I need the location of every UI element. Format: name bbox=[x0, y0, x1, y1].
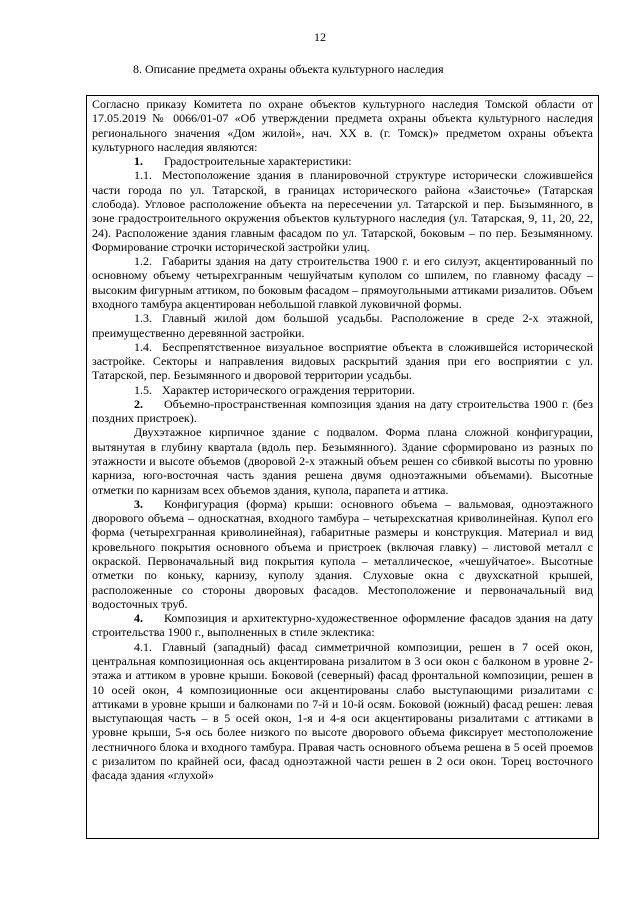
section-1-2 bbox=[92, 254, 593, 311]
section-2-number: 2. bbox=[134, 396, 143, 411]
section-1-4 bbox=[92, 340, 593, 383]
section-1-2-number: 1.2. bbox=[134, 254, 152, 269]
section-1-number: 1. bbox=[134, 154, 143, 169]
section-title: 8. Описание предмета охраны объекта культурного наследия bbox=[133, 62, 444, 76]
section-2 bbox=[92, 397, 593, 426]
section-1-3-number: 1.3. bbox=[134, 311, 152, 326]
section-1-4-text: Беспрепятственное визуальное восприятие объекта в сложившейся исторической застройке. Секторы и направления видовых раскрытий здания при его восприятии с ул. Татарской, пер. Безымянного и дворовой территории усадьбы. bbox=[92, 339, 593, 383]
section-3 bbox=[92, 497, 593, 611]
section-1-4-number: 1.4. bbox=[134, 339, 152, 354]
section-3-text: Конфигурация (форма) крыши: основного объема – вальмовая, одноэтажного дворового объема – односкатная, входного тамбура – четырехскатная криволинейная. Купол его форма (четырехгранная криволинейная), габаритные размеры и конструкция. Материал и вид кровельного покрытия основного объема и пристроек (включая главку) – листовой металл с окраской. Первоначальный вид покрытия купола – металлическое, «чешуйчатое». Высотные отметки по коньку, карнизу, куполу здания. Слуховые окна с двухскатной крышей, расположенные со стороны дворовых фасадов. Местоположение и первоначальный вид водосточных труб. bbox=[92, 496, 593, 611]
page-number: 12 bbox=[314, 30, 326, 44]
section-1-5-text: Характер исторического ограждения территории. bbox=[162, 382, 415, 397]
section-2-text: Объемно-пространственная композиция здания на дату строительства 1900 г. (без поздних пристроек). bbox=[92, 396, 593, 426]
section-1 bbox=[92, 154, 593, 168]
section-4-1-text: Главный (западный) фасад симметричной композиции, решен в 7 осей окон, центральная композиционная ось акцентирована ризалитом в 3 оси окон с балконом в уровне 2-этажа и аттиком в уровне крыши. Боковой (северный) фасад фронтальной композиции, решен в 10 осей окон, 4 композиционные оси акцентированы слабо выступающими ризалитами с аттиками в уровне крыши и балконами по 7-й и 10-й осям. Боковой (южный) фасад решен: левая выступающая часть – в 5 осей окон, 1-я и 4-я оси акцентированы ризалитами с аттиками в уровне крыши, 5-я ось более низкого по высоте дворового объема фиксирует местоположение лестничного блока и входного тамбура. Правая часть основного объема решена в 5 осей проемов с ризалитом по крайней оси, фасад одноэтажной части решен в 2 оси окон. Торец восточного фасада здания «глухой» bbox=[92, 639, 593, 783]
section-1-5-number: 1.5. bbox=[134, 382, 152, 397]
section-1-2-text: Габариты здания на дату строительства 1900 г. и его силуэт, акцентированный по основному объему четырехгранным чешуйчатым куполом со шпилем, по главному фасаду – высоким фигурным аттиком, по боковым фасадом – прямоугольными аттиками ризалитов. Объем входного тамбура акцентирован небольшой главкой луковичной формы. bbox=[92, 254, 593, 311]
section-2-paragraph: Двухэтажное кирпичное здание с подвалом. Форма плана сложной конфигурации, вытянутая в глубину квартала (вдоль пер. Безымянного). Здание сформировано из разных по этажности и высоте объемов (дворовой 2-х этажный объем решен со сбивкой высоты по уровню карниза, юго-восточная часть здания решена двумя одноэтажными объемами). Высотные отметки по карнизам всех объемов здания, купола, парапета и аттика. bbox=[92, 425, 593, 497]
section-1-text: Градостроительные характеристики: bbox=[164, 154, 352, 169]
section-1-1 bbox=[92, 168, 593, 254]
section-1-3-text: Главный жилой дом большой усадьбы. Расположение в среде 2-х этажной, преимущественно деревянной застройки. bbox=[92, 311, 593, 340]
section-1-5 bbox=[92, 383, 593, 397]
section-4-text: Композиция и архитектурно-художественное оформление фасадов здания на дату строительства 1900 г., выполненных в стиле эклектика: bbox=[92, 611, 593, 640]
section-3-number: 3. bbox=[134, 496, 143, 511]
section-4-number: 4. bbox=[134, 611, 143, 626]
intro-paragraph: Согласно приказу Комитета по охране объектов культурного наследия Томской области от 17.05.2019 № 0066/01-07 «Об утверждении предмета охраны объекта культурного наследия регионального значения «Дом жилой», нач. XX в. (г. Томск)» предметом охраны объекта культурного наследия являются: bbox=[92, 97, 593, 154]
section-1-3 bbox=[92, 311, 593, 340]
section-1-1-number: 1.1. bbox=[134, 168, 152, 183]
section-4-1 bbox=[92, 640, 593, 783]
section-1-1-text: Местоположение здания в планировочной структуре исторически сложившейся части города по ул. Татарской, в границах исторического района «Заисточье» (Татарская слобода). Угловое расположение объекта на пересечении ул. Татарской и пер. Бызымянного, в зоне градостроительного окружения объектов культурного наследия (ул. Татарская, 9, 11, 20, 22, 24). Расположение здания главным фасадом по ул. Татарской, боковым – по пер. Безымянному. Формирование строчки исторической застройки улиц. bbox=[92, 168, 593, 254]
section-4 bbox=[92, 611, 593, 640]
section-4-1-number: 4.1. bbox=[134, 639, 152, 654]
protection-subject-box bbox=[86, 95, 599, 839]
